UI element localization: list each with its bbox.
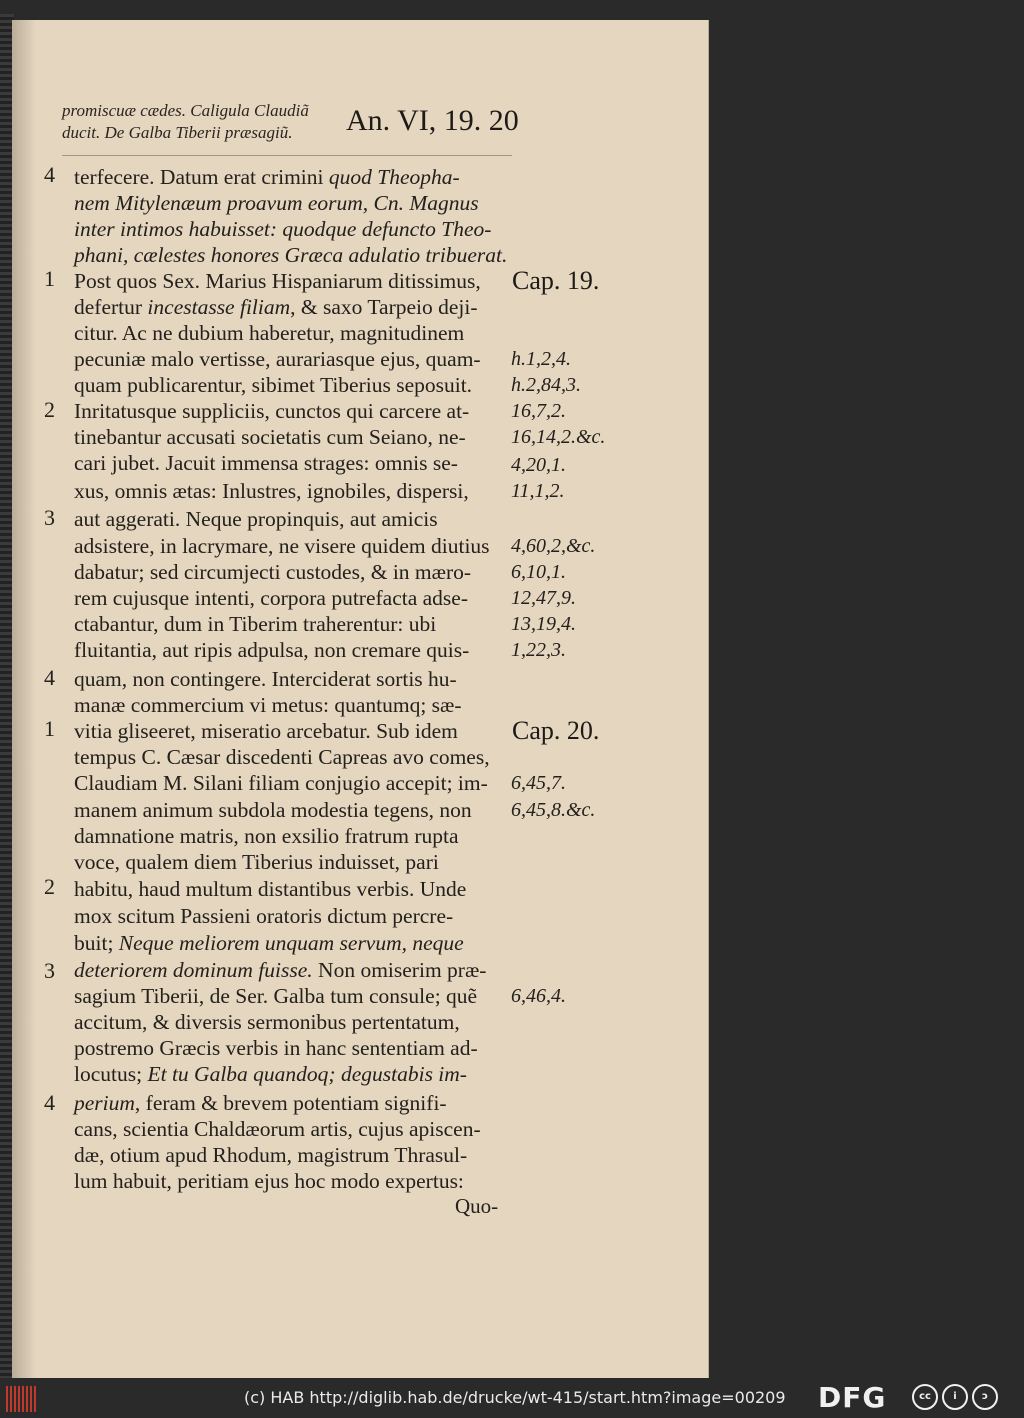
margin-reference: 6,10,1. [511,561,566,583]
text-line: sagium Tiberii, de Ser. Galba tum consule; quẽ [74,984,478,1008]
text-line: accitum, & diversis sermonibus pertentatum, [74,1010,460,1034]
by-icon: i [942,1384,968,1410]
text-line: postremo Græcis verbis in hanc sententiam ad- [74,1036,478,1060]
margin-reference: h.1,2,4. [511,348,571,370]
text-line: Inritatusque suppliciis, cunctos qui carcere at- [74,399,470,423]
dfg-logo: DFG [818,1381,887,1414]
text-line: dabatur; sed circumjecti custodes, & in mæro- [74,560,472,584]
gutter-shadow [12,20,36,1378]
text-line: tinebantur accusati societatis cum Seiano, ne- [74,425,466,449]
running-head-line-1: promiscuæ cædes. Caligula Claudiã [62,101,309,120]
margin-reference: 4,20,1. [511,454,566,476]
section-number: 4 [44,665,55,690]
margin-reference: h.2,84,3. [511,374,581,396]
margin-reference: 6,45,8.&c. [511,799,596,821]
text-line: Claudiam M. Silani filiam conjugio accepit; im- [74,771,488,795]
margin-reference: 6,45,7. [511,772,566,794]
text-line: adsistere, in lacrymare, ne visere quidem diutius [74,534,490,558]
margin-reference: 11,1,2. [511,480,565,502]
text-line: habitu, haud multum distantibus verbis. Unde [74,877,467,901]
section-number: 1 [44,266,55,291]
text-line: buit; Neque meliorem unquam servum, neque [74,931,464,955]
chapter-heading: Cap. 20. [512,716,600,745]
text-line: nem Mitylenæum proavum eorum, Cn. Magnus [74,191,479,215]
text-line: aut aggerati. Neque propinquis, aut amicis [74,507,438,531]
text-line: pecuniæ malo vertisse, aurariasque ejus, quam- [74,347,481,371]
sa-icon: ↄ [972,1384,998,1410]
margin-reference: 4,60,2,&c. [511,535,596,557]
text-line: phani, cælestes honores Græca adulatio tribuerat. [74,243,508,267]
text-line: manem animum subdola modestia tegens, non [74,798,472,822]
section-number: 2 [44,397,55,422]
text-line: xus, omnis ætas: Inlustres, ignobiles, dispersi, [74,479,469,503]
running-head-summary [62,100,352,144]
text-line: ctabantur, dum in Tiberim traherentur: ubi [74,612,437,636]
text-line: citur. Ac ne dubium haberetur, magnitudinem [74,321,465,345]
text-line: fluitantia, aut ripis adpulsa, non cremare quis- [74,638,470,662]
hab-logo-icon [6,1386,40,1412]
copyright-link[interactable]: (c) HAB http://diglib.hab.de/drucke/wt-415/start.htm?image=00209 [244,1388,786,1407]
text-line: cans, scientia Chaldæorum artis, cujus apiscen- [74,1117,481,1141]
cc-icon: cc [912,1384,938,1410]
chapter-heading: Cap. 19. [512,266,600,295]
footer-bar [0,1378,1024,1418]
margin-reference: 12,47,9. [511,587,576,609]
section-number: 3 [44,958,55,983]
text-line: rem cujusque intenti, corpora putrefacta adse- [74,586,468,610]
text-line: dæ, otium apud Rhodum, magistrum Thrasul- [74,1143,468,1167]
text-line: inter intimos habuisset: quodque defuncto Theo- [74,217,492,241]
section-number: 1 [44,716,55,741]
text-line: deteriorem dominum fuisse. Non omiserim præ- [74,958,487,982]
text-line: lum habuit, peritiam ejus hoc modo expertus: [74,1169,464,1193]
margin-reference: 16,7,2. [511,400,566,422]
text-line: manæ commercium vi metus: quantumq; sæ- [74,693,462,717]
text-line: voce, qualem diem Tiberius induisset, pari [74,850,439,874]
margin-reference: 6,46,4. [511,985,566,1007]
text-line: cari jubet. Jacuit immensa strages: omnis se- [74,451,458,475]
text-line: quam, non contingere. Interciderat sortis hu- [74,667,457,691]
text-line: perium, feram & brevem potentiam signifi- [74,1091,447,1115]
margin-reference: 1,22,3. [511,639,566,661]
text-line: vitia gliseeret, miseratio arcebatur. Sub idem [74,719,458,743]
section-number: 2 [44,874,55,899]
header-rule [62,155,512,156]
running-head [62,100,519,150]
text-line: damnatione matris, non exsilio fratrum rupta [74,824,459,848]
text-line: terfecere. Datum erat crimini quod Theopha- [74,165,460,189]
text-line: tempus C. Cæsar discedenti Capreas avo comes, [74,745,490,769]
text-line: quam publicarentur, sibimet Tiberius seposuit. [74,373,473,397]
cc-license-badge[interactable] [912,1384,998,1412]
margin-reference: 13,19,4. [511,613,576,635]
running-head-line-2: ducit. De Galba Tiberii præsagiũ. [62,123,293,142]
margin-reference: 16,14,2.&c. [511,426,606,448]
text-line: Post quos Sex. Marius Hispaniarum ditissimus, [74,269,481,293]
text-line: mox scitum Passieni oratoris dictum percre- [74,904,454,928]
text-line: locutus; Et tu Galba quandoq; degustabis im- [74,1062,467,1086]
section-number: 3 [44,505,55,530]
text-line: defertur incestasse filiam, & saxo Tarpeio deji- [74,295,478,319]
catchword: Quo- [455,1194,499,1218]
section-number: 4 [44,162,55,187]
running-head-book-chapter: An. VI, 19. 20 [346,104,519,137]
section-number: 4 [44,1090,55,1115]
